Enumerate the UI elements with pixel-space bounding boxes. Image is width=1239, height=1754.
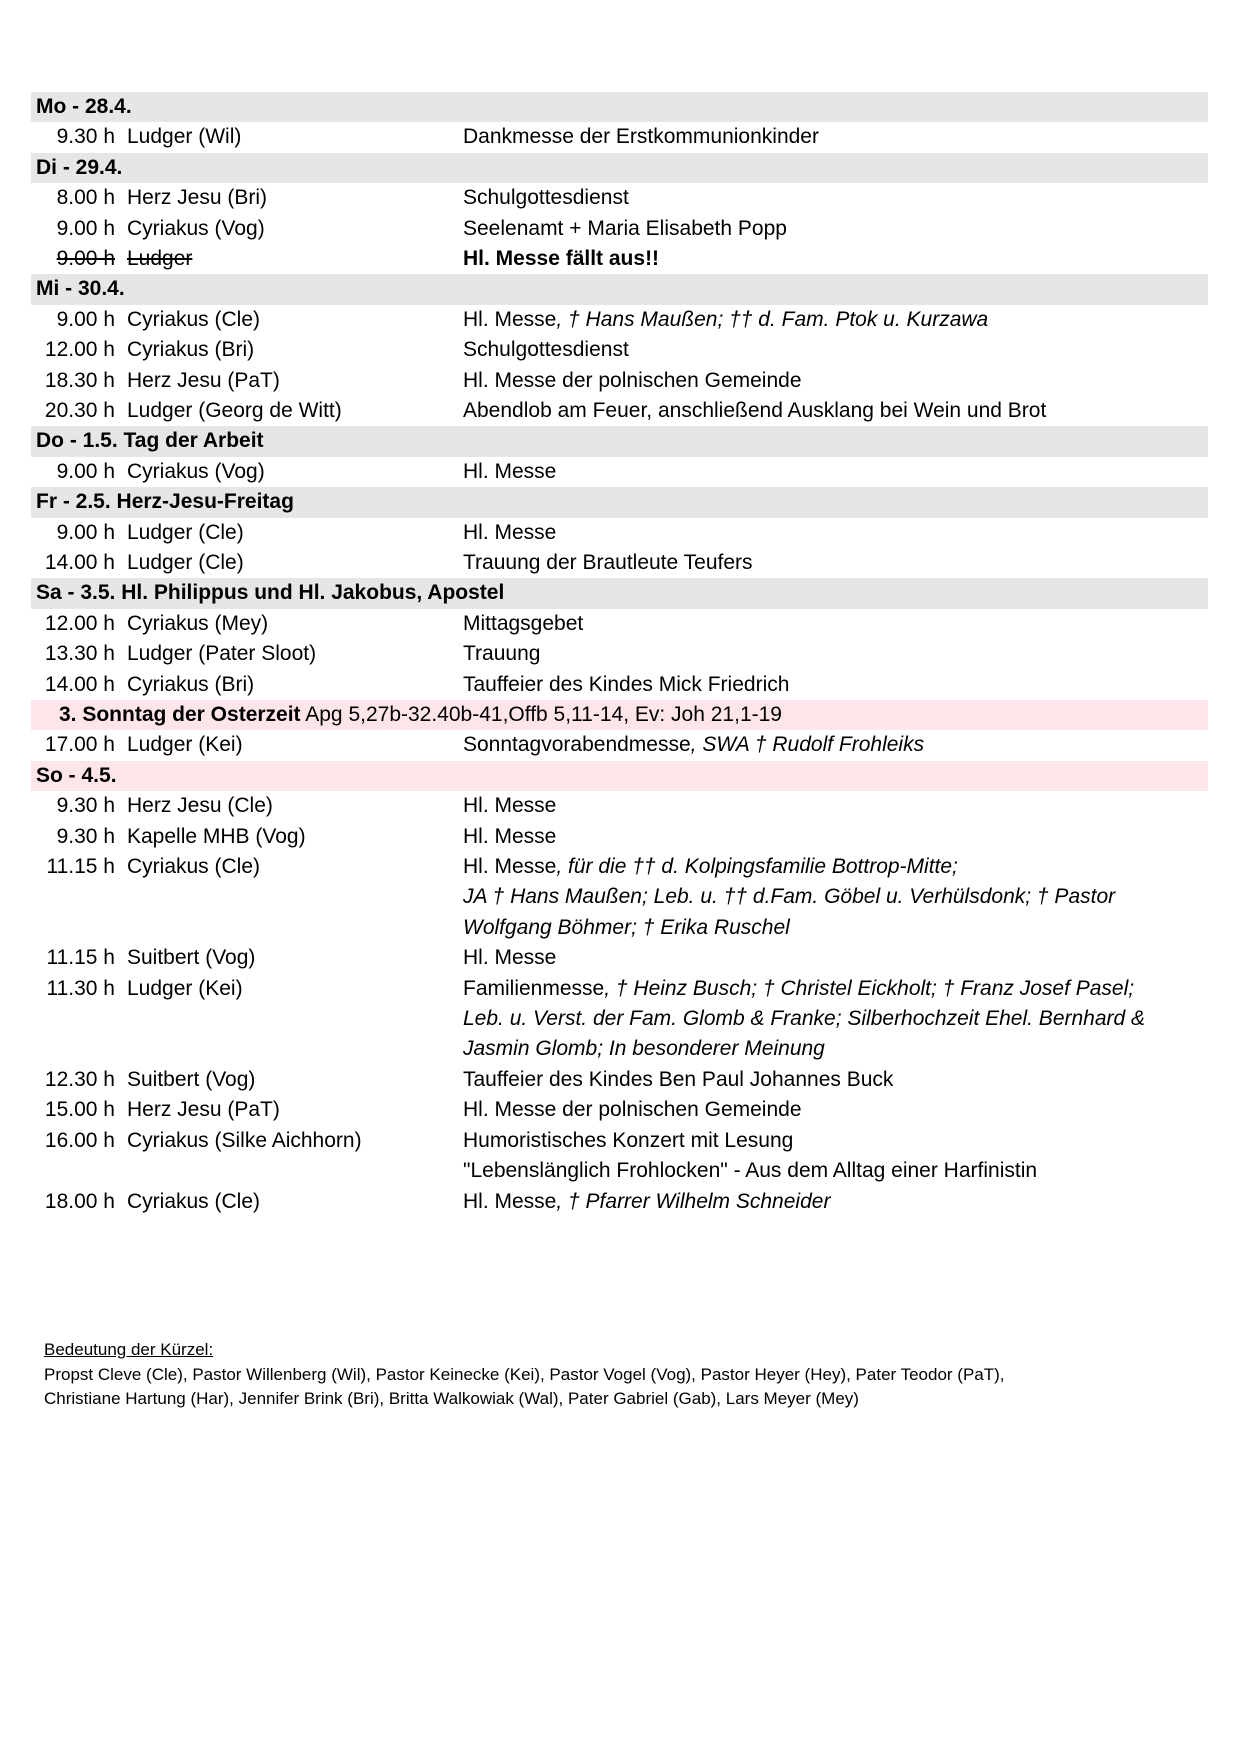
entry-desc-line: "Lebenslänglich Frohlocken" - Aus dem Alltag einer Harfinistin xyxy=(463,1159,1038,1183)
entry-intention: , † Heinz Busch; † Christel Eickholt; † Franz Josef Pasel; xyxy=(604,976,1135,1000)
schedule-entry xyxy=(31,1095,1208,1125)
entry-time: 9.00 h xyxy=(56,459,115,483)
entry-desc-text: Schulgottesdienst xyxy=(463,186,629,210)
entry-place: Ludger (Cle) xyxy=(127,551,244,575)
schedule-entry xyxy=(31,335,1208,365)
entry-description xyxy=(463,943,1208,973)
schedule-entry xyxy=(31,305,1208,335)
sunday-header xyxy=(31,700,1208,730)
entry-place: Cyriakus (Mey) xyxy=(127,611,269,635)
entry-desc-text: Sonntagvorabendmesse xyxy=(463,733,691,757)
entry-place: Cyriakus (Cle) xyxy=(127,855,261,879)
entry-desc-text: Hl. Messe xyxy=(463,459,557,483)
entry-time: 18.30 h xyxy=(44,368,115,392)
entry-description xyxy=(463,396,1208,426)
entry-place: Ludger (Pater Sloot) xyxy=(127,642,317,666)
entry-time: 9.00 h xyxy=(56,520,115,544)
entry-place: Cyriakus (Bri) xyxy=(127,338,255,362)
entry-desc-text: Dankmesse der Erstkommunionkinder xyxy=(463,125,819,149)
schedule-entry xyxy=(31,974,1208,1065)
day-header: Do - 1.5. Tag der Arbeit xyxy=(31,426,1208,456)
entry-time: 17.00 h xyxy=(44,733,115,757)
entry-time: 15.00 h xyxy=(44,1098,115,1122)
entry-place: Suitbert (Vog) xyxy=(127,946,256,970)
entry-time: 11.15 h xyxy=(46,946,115,970)
day-header: Mi - 30.4. xyxy=(31,274,1208,304)
entry-desc-text: Hl. Messe xyxy=(463,520,557,544)
entry-place: Cyriakus (Vog) xyxy=(127,459,265,483)
entry-description xyxy=(463,639,1208,669)
entry-description xyxy=(463,609,1208,639)
entry-description xyxy=(463,974,1208,1065)
entry-place: Herz Jesu (Cle) xyxy=(127,794,273,818)
schedule-entry xyxy=(31,791,1208,821)
entry-description xyxy=(463,214,1208,244)
entry-time: 11.30 h xyxy=(46,976,115,1000)
day-header: Mo - 28.4. xyxy=(31,92,1208,122)
entry-desc-text: Trauung xyxy=(463,642,541,666)
schedule-entry xyxy=(31,822,1208,852)
entry-description xyxy=(463,183,1208,213)
entry-description xyxy=(463,305,1208,335)
entry-description xyxy=(463,122,1208,152)
entry-description xyxy=(463,670,1208,700)
entry-place: Cyriakus (Cle) xyxy=(127,1189,261,1213)
entry-description xyxy=(463,335,1208,365)
legend-title: Bedeutung der Kürzel: xyxy=(44,1340,214,1359)
entry-place: Suitbert (Vog) xyxy=(127,1067,256,1091)
entry-place: Ludger (Cle) xyxy=(127,520,244,544)
entry-place: Cyriakus (Silke Aichhorn) xyxy=(127,1128,362,1152)
entry-desc-text: Hl. Messe xyxy=(463,946,557,970)
entry-desc-text: Seelenamt + Maria Elisabeth Popp xyxy=(463,216,787,240)
schedule-entry xyxy=(31,548,1208,578)
day-header: So - 4.5. xyxy=(31,761,1208,791)
schedule-entry xyxy=(31,214,1208,244)
entry-time: 9.30 h xyxy=(56,824,115,848)
entry-place: Ludger xyxy=(127,247,193,270)
entry-description xyxy=(463,730,1208,760)
legend-line: Propst Cleve (Cle), Pastor Willenberg (Wil), Pastor Keinecke (Kei), Pastor Vogel (Vog), Pastor Heyer (Hey), Pater Teodor (PaT), xyxy=(44,1364,1005,1384)
entry-desc-text: Trauung der Brautleute Teufers xyxy=(463,551,753,575)
entry-desc-text: Hl. Messe xyxy=(463,307,557,331)
entry-place: Herz Jesu (PaT) xyxy=(127,1098,280,1122)
entry-desc-text: Familienmesse xyxy=(463,976,605,1000)
entry-description xyxy=(463,366,1208,396)
entry-desc-text: Hl. Messe der polnischen Gemeinde xyxy=(463,1098,802,1122)
entry-time: 9.00 h xyxy=(56,247,115,270)
entry-place: Cyriakus (Cle) xyxy=(127,307,261,331)
schedule-entry xyxy=(31,244,1208,274)
day-header: Sa - 3.5. Hl. Philippus und Hl. Jakobus, Apostel xyxy=(31,578,1208,608)
schedule-entry xyxy=(31,396,1208,426)
schedule-entry xyxy=(31,518,1208,548)
entry-intention-line: Leb. u. Verst. der Fam. Glomb & Franke; Silberhochzeit Ehel. Bernhard & xyxy=(463,1007,1146,1031)
entry-time: 12.00 h xyxy=(44,611,115,635)
entry-intention-line: JA † Hans Maußen; Leb. u. †† d.Fam. Göbel u. Verhülsdonk; † Pastor xyxy=(463,885,1116,909)
entry-description xyxy=(463,852,1208,943)
entry-desc-text: Hl. Messe xyxy=(463,855,557,879)
entry-desc-text: Tauffeier des Kindes Mick Friedrich xyxy=(463,672,790,696)
entry-place: Ludger (Wil) xyxy=(127,125,242,149)
entry-description xyxy=(463,822,1208,852)
entry-place: Ludger (Kei) xyxy=(127,733,243,757)
schedule-entry xyxy=(31,183,1208,213)
entry-place: Kapelle MHB (Vog) xyxy=(127,824,306,848)
entry-place: Herz Jesu (PaT) xyxy=(127,368,280,392)
schedule-entry xyxy=(31,1126,1208,1187)
schedule-entry xyxy=(31,943,1208,973)
entry-desc-text: Schulgottesdienst xyxy=(463,338,629,362)
entry-intention: , für die †† d. Kolpingsfamilie Bottrop-Mitte; xyxy=(556,855,958,879)
entry-time: 13.30 h xyxy=(44,642,115,666)
entry-time: 9.30 h xyxy=(56,125,115,149)
schedule-entry xyxy=(31,1065,1208,1095)
schedule-entry xyxy=(31,122,1208,152)
entry-desc-text: Tauffeier des Kindes Ben Paul Johannes Buck xyxy=(463,1067,894,1091)
entry-time: 9.00 h xyxy=(56,216,115,240)
entry-description xyxy=(463,518,1208,548)
entry-time: 16.00 h xyxy=(44,1128,115,1152)
day-header: Di - 29.4. xyxy=(31,153,1208,183)
schedule-entry xyxy=(31,1187,1208,1217)
schedule-entry xyxy=(31,670,1208,700)
entry-place: Ludger (Georg de Witt) xyxy=(127,399,342,423)
entry-description xyxy=(463,1065,1208,1095)
schedule-entry xyxy=(31,730,1208,760)
entry-desc-text: Hl. Messe der polnischen Gemeinde xyxy=(463,368,802,392)
entry-description xyxy=(463,548,1208,578)
entry-time: 9.00 h xyxy=(56,307,115,331)
entry-intention-line: Jasmin Glomb; In besonderer Meinung xyxy=(463,1037,825,1061)
entry-description xyxy=(463,791,1208,821)
entry-desc-text: Hl. Messe xyxy=(463,824,557,848)
entry-description xyxy=(463,1095,1208,1125)
entry-desc-text: Mittagsgebet xyxy=(463,611,584,635)
legend-line: Christiane Hartung (Har), Jennifer Brink (Bri), Britta Walkowiak (Wal), Pater Gabriel (Gab), Lars Meyer (Mey) xyxy=(44,1389,859,1408)
legend xyxy=(44,1338,1005,1412)
entry-place: Ludger (Kei) xyxy=(127,976,243,1000)
entry-time: 11.15 h xyxy=(46,855,115,879)
entry-description xyxy=(463,1126,1208,1187)
entry-place: Cyriakus (Bri) xyxy=(127,672,255,696)
entry-place: Cyriakus (Vog) xyxy=(127,216,265,240)
entry-desc-text: Hl. Messe xyxy=(463,1189,557,1213)
schedule-entry xyxy=(31,609,1208,639)
entry-time: 18.00 h xyxy=(44,1189,115,1213)
schedule-entry xyxy=(31,366,1208,396)
entry-intention: , † Hans Maußen; †† d. Fam. Ptok u. Kurzawa xyxy=(556,307,989,331)
entry-time: 14.00 h xyxy=(44,672,115,696)
entry-desc-text: Humoristisches Konzert mit Lesung xyxy=(463,1128,794,1152)
entry-time: 9.30 h xyxy=(56,794,115,818)
entry-desc-text: Hl. Messe xyxy=(463,794,557,818)
schedule-table xyxy=(31,92,1208,1217)
entry-intention: , † Pfarrer Wilhelm Schneider xyxy=(556,1189,831,1213)
entry-place: Herz Jesu (Bri) xyxy=(127,186,268,210)
entry-desc-text: Abendlob am Feuer, anschließend Ausklang bei Wein und Brot xyxy=(463,399,1047,423)
entry-desc-text: Hl. Messe fällt aus!! xyxy=(463,247,660,270)
entry-description xyxy=(463,244,1208,274)
entry-intention-line: Wolfgang Böhmer; † Erika Ruschel xyxy=(463,915,790,939)
schedule-entry xyxy=(31,457,1208,487)
entry-description xyxy=(463,1187,1208,1217)
day-header: Fr - 2.5. Herz-Jesu-Freitag xyxy=(31,487,1208,517)
sunday-title: 3. Sonntag der Osterzeit xyxy=(59,703,301,727)
entry-time: 12.30 h xyxy=(44,1067,115,1091)
entry-time: 20.30 h xyxy=(44,399,115,423)
entry-intention: , SWA † Rudolf Frohleiks xyxy=(690,733,925,757)
entry-time: 14.00 h xyxy=(44,551,115,575)
entry-description xyxy=(463,457,1208,487)
entry-time: 12.00 h xyxy=(44,338,115,362)
entry-time: 8.00 h xyxy=(56,186,115,210)
schedule-entry xyxy=(31,852,1208,943)
sunday-readings: Apg 5,27b-32.40b-41,Offb 5,11-14, Ev: Joh 21,1-19 xyxy=(305,703,782,727)
schedule-entry xyxy=(31,639,1208,669)
